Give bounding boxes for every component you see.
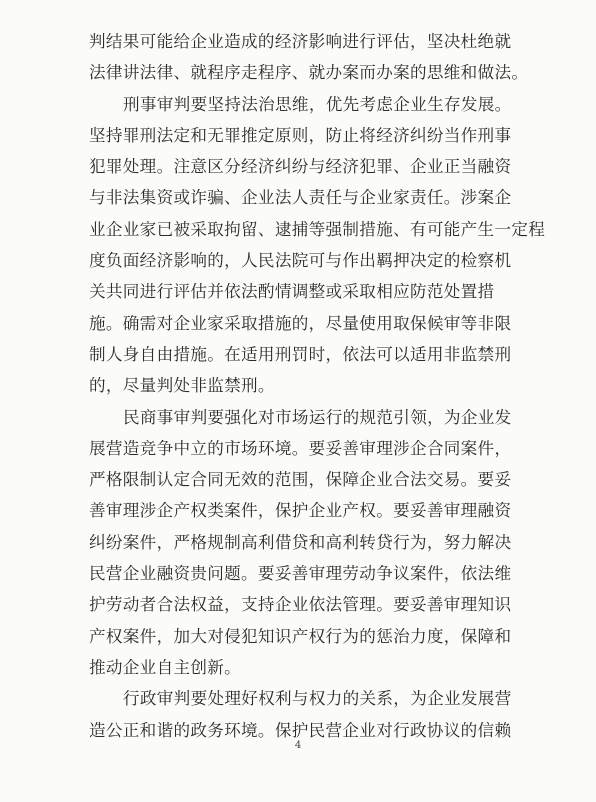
text-line: 行政审判要处理好权利与权力的关系，为企业发展营: [123, 689, 512, 709]
text-line: 业企业家已被采取拘留、逮捕等强制措施、有可能产生一定程: [89, 219, 546, 239]
text-line: 推动企业自主创新。: [89, 657, 242, 677]
text-line: 民营企业融资贵问题。要妥善审理劳动争议案件，依法维: [89, 564, 512, 584]
text-line: 造公正和谐的政务环境。保护民营企业对行政协议的信赖: [89, 720, 512, 740]
text-line: 展营造竞争中立的市场环境。要妥善审理涉企合同案件，: [89, 438, 512, 458]
text-line: 犯罪处理。注意区分经济纠纷与经济犯罪、企业正当融资: [89, 157, 512, 177]
text-line: 坚持罪刑法定和无罪推定原则，防止将经济纠纷当作刑事: [89, 125, 512, 145]
text-line: 施。确需对企业家采取措施的，尽量使用取保候审等非限: [89, 313, 512, 333]
text-line: 与非法集资或诈骗、企业法人责任与企业家责任。涉案企: [89, 188, 512, 208]
text-line: 产权案件，加大对侵犯知识产权行为的惩治力度，保障和: [89, 626, 512, 646]
text-line: 法律讲法律、就程序走程序、就办案而办案的思维和做法。: [89, 63, 529, 83]
text-line: 纠纷案件，严格规制高利借贷和高利转贷行为，努力解决: [89, 532, 512, 552]
text-line: 度负面经济影响的，人民法院可与作出羁押决定的检察机: [89, 251, 512, 271]
text-line: 严格限制认定合同无效的范围，保障企业合法交易。要妥: [89, 470, 512, 490]
text-line: 关共同进行评估并依法酌情调整或采取相应防范处置措: [89, 282, 495, 302]
text-line: 刑事审判要坚持法治思维，优先考虑企业生存发展。: [123, 94, 512, 114]
text-line: 制人身自由措施。在适用刑罚时，依法可以适用非监禁刑: [89, 344, 512, 364]
page-number: 4: [294, 740, 302, 751]
text-line: 的，尽量判处非监禁刑。: [89, 376, 275, 396]
text-line: 护劳动者合法权益，支持企业依法管理。要妥善审理知识: [89, 595, 512, 615]
text-line: 判结果可能给企业造成的经济影响进行评估，坚决杜绝就: [89, 32, 512, 51]
body-text: [89, 26, 546, 746]
text-line: 善审理涉企产权类案件，保护企业产权。要妥善审理融资: [89, 501, 512, 521]
text-line: 民商事审判要强化对市场运行的规范引领，为企业发: [123, 407, 512, 427]
